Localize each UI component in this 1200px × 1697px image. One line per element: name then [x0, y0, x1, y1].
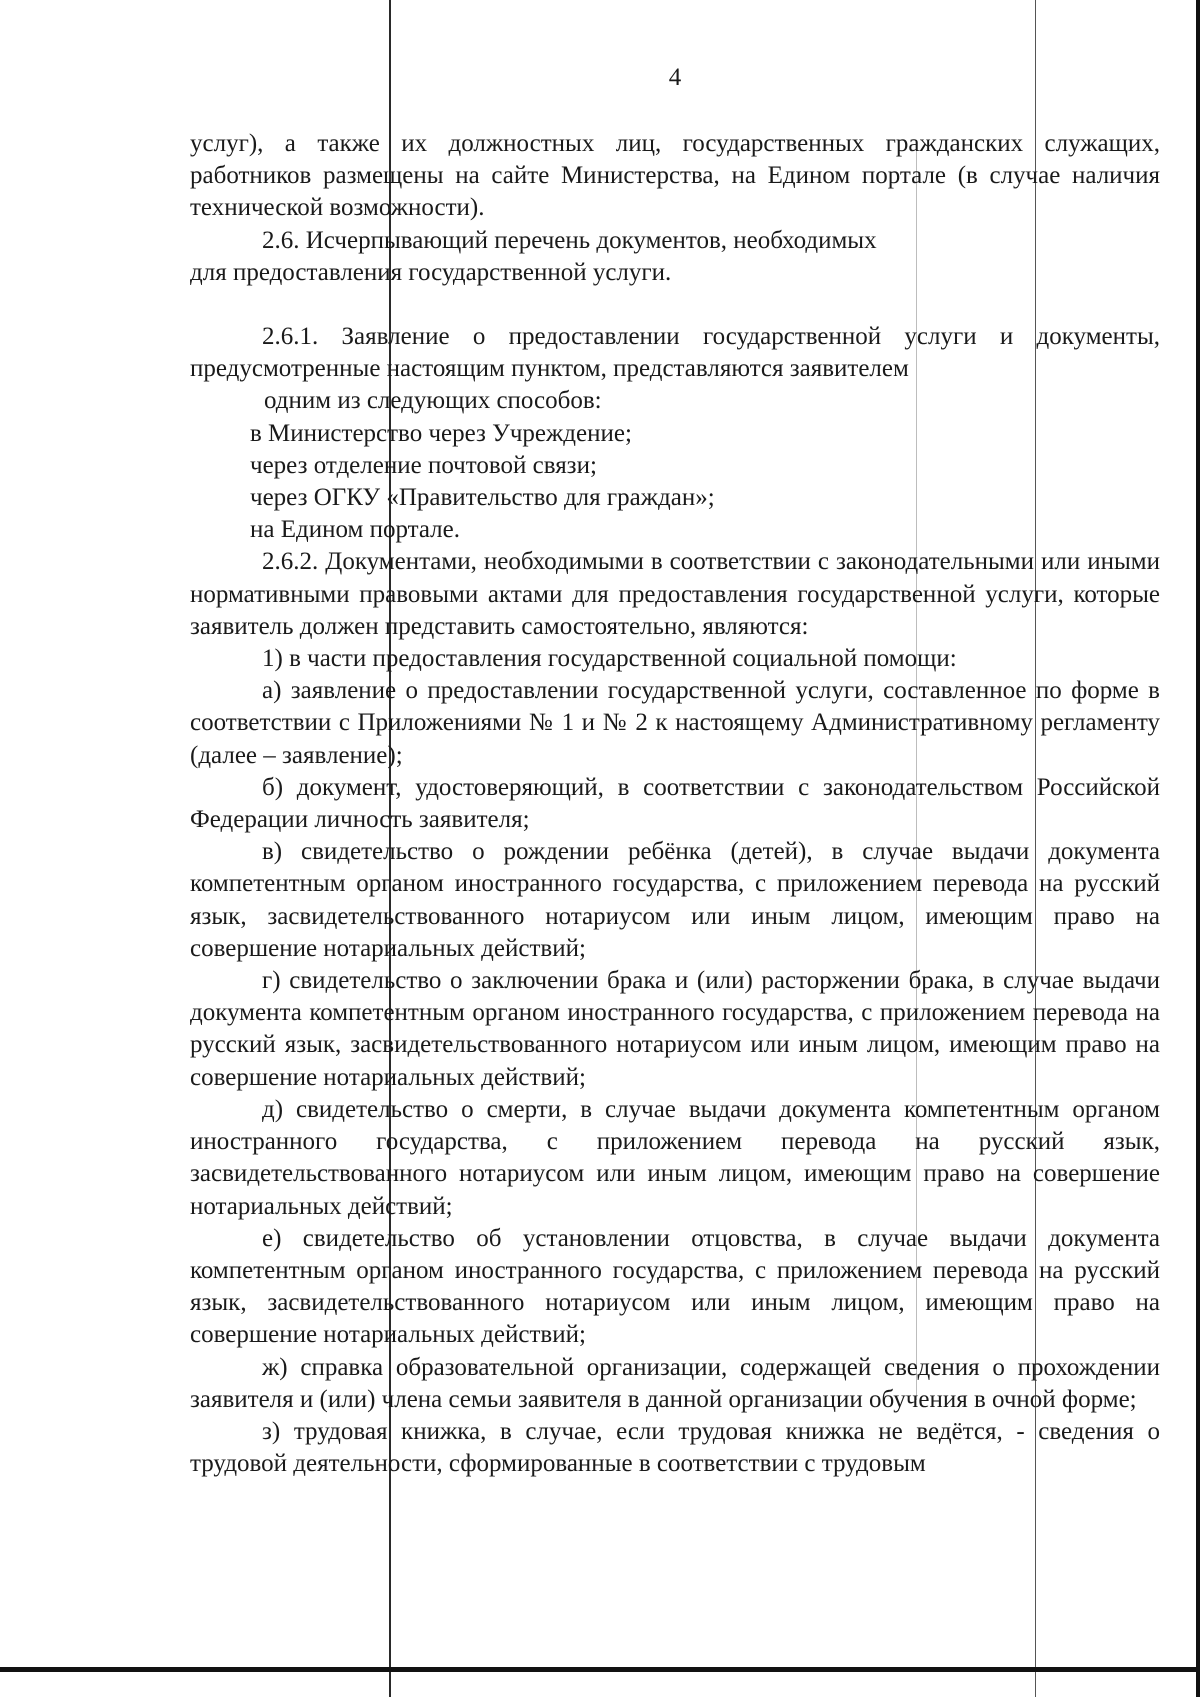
list-item: г) свидетельство о заключении брака и (или) расторжении брака, в случае выдачи документа компетентным органом иностранного государства, с приложением перевода на русский язык, засвидетельствованного нотариусом или иным лицом, имеющим право на совершение нотариальных действий;	[190, 967, 1160, 1091]
section-heading: 2.6. Исчерпывающий перечень документов, необходимых	[262, 226, 877, 254]
list-item: на Едином портале.	[250, 516, 460, 544]
list-item: через отделение почтовой связи;	[250, 451, 597, 479]
document-body	[190, 128, 1160, 1480]
list-item: в Министерство через Учреждение;	[250, 419, 632, 447]
list-item: в) свидетельство о рождении ребёнка (детей), в случае выдачи документа компетентным органом иностранного государства, с приложением перевода на русский язык, засвидетельствованного нотариусом или иным лицом, имеющим право на совершение нотариальных действий;	[190, 838, 1160, 962]
spacer	[190, 289, 1160, 321]
list-item: а) заявление о предоставлении государственной услуги, составленное по форме в соответствии с Приложениями № 1 и № 2 к настоящему Административному регламенту (далее – заявление);	[190, 677, 1160, 769]
paragraph: 2.6.2. Документами, необходимыми в соответствии с законодательными или иными нормативными правовыми актами для предоставления государственной услуги, которые заявитель должен представить самостоятельно, являются:	[190, 548, 1160, 640]
paragraph: 1) в части предоставления государственной социальной помощи:	[262, 645, 957, 673]
scan-edge-right	[1196, 0, 1200, 1697]
list-item: е) свидетельство об установлении отцовства, в случае выдачи документа компетентным органом иностранного государства, с приложением перевода на русский язык, засвидетельствованного нотариусом или иным лицом, имеющим право на совершение нотариальных действий;	[190, 1224, 1160, 1349]
list-item: ж) справка образовательной организации, содержащей сведения о прохождении заявителя и (или) члена семьи заявителя в данной организации обучения в очной форме;	[190, 1353, 1160, 1413]
section-heading: для предоставления государственной услуги.	[190, 258, 672, 286]
paragraph: услуг), а также их должностных лиц, государственных гражданских служащих, работников размещены на сайте Министерства, на Едином портале (в случае наличия технической возможности).	[190, 130, 1160, 222]
scan-edge-bottom	[0, 1667, 1200, 1672]
list-item: через ОГКУ «Правительство для граждан»;	[250, 484, 715, 512]
list-item: б) документ, удостоверяющий, в соответствии с законодательством Российской Федерации личность заявителя;	[190, 773, 1160, 834]
list-intro: одним из следующих способов:	[264, 387, 602, 415]
page-number: 4	[668, 64, 682, 91]
list-item: д) свидетельство о смерти, в случае выдачи документа компетентным органом иностранного государства, с приложением перевода на русский язык, засвидетельствованного нотариусом или иным лицом, имеющим право на совершение нотариальных действий;	[190, 1095, 1160, 1220]
paragraph: 2.6.1. Заявление о предоставлении государственной услуги и документы, предусмотренные настоящим пунктом, представляются заявителем	[190, 323, 1160, 383]
list-item: з) трудовая книжка, в случае, если трудовая книжка не ведётся, - сведения о трудовой деятельности, сформированные в соответствии с трудовым	[190, 1417, 1160, 1478]
